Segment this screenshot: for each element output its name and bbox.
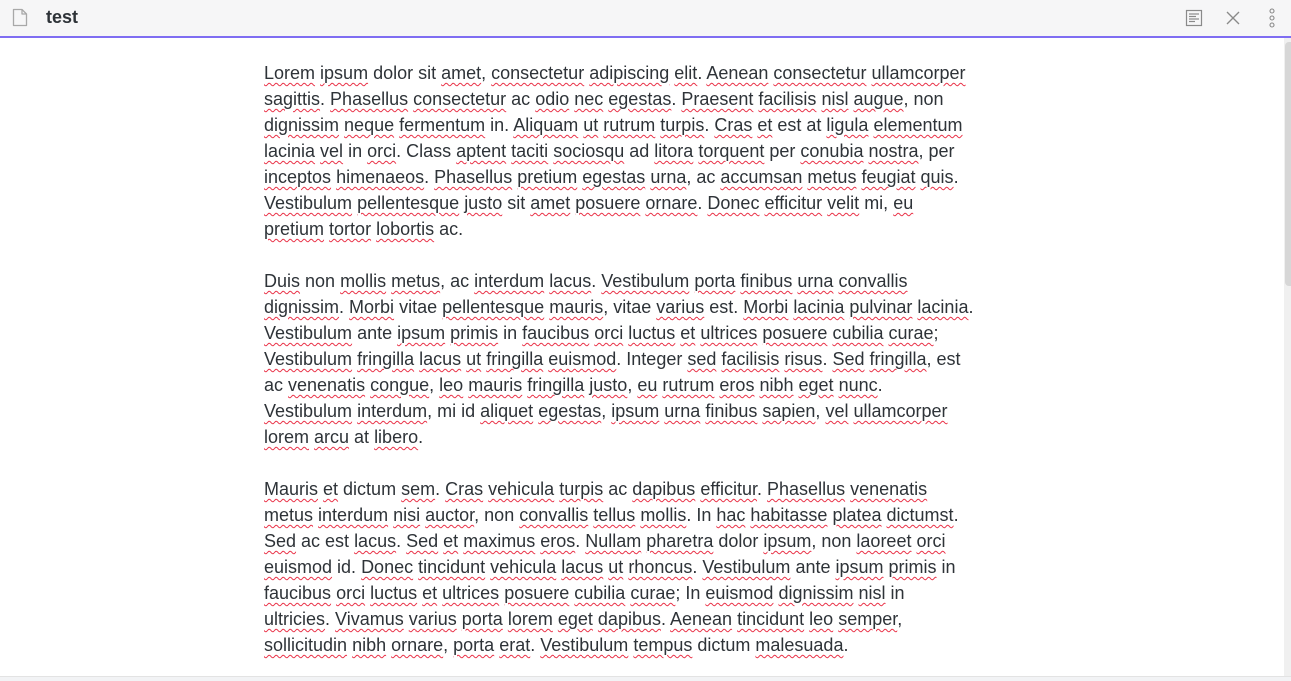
misspelled-word[interactable]: Donec (707, 193, 760, 213)
misspelled-word[interactable]: amet (441, 63, 482, 83)
view-actions (1174, 0, 1291, 36)
misspelled-word[interactable]: et (680, 323, 696, 343)
misspelled-word[interactable]: risus (784, 349, 823, 369)
misspelled-word[interactable]: nostra (868, 141, 919, 161)
text-line: sagittis. Phasellus consectetur ac odio nec egestas. Praesent facilisis nisl augue, non (264, 89, 944, 109)
misspelled-word[interactable]: Vivamus (335, 609, 404, 629)
misspelled-word[interactable]: convallis (838, 271, 908, 291)
misspelled-word[interactable]: congue (370, 375, 430, 395)
misspelled-word[interactable]: maximus (463, 531, 536, 551)
misspelled-word[interactable]: Sed (832, 349, 865, 369)
misspelled-word[interactable]: efficitur (764, 193, 823, 213)
text-line: inceptos himenaeos. Phasellus pretium egestas urna, ac accumsan metus feugiat quis. (264, 167, 959, 187)
misspelled-word[interactable]: cubilia (574, 583, 626, 603)
misspelled-word[interactable]: habitasse (750, 505, 828, 525)
misspelled-word[interactable]: nisl (821, 89, 849, 109)
misspelled-word[interactable]: orci (594, 323, 624, 343)
misspelled-word[interactable]: adipiscing (589, 63, 670, 83)
misspelled-word[interactable]: finibus (740, 271, 793, 291)
misspelled-word[interactable]: tincidunt (737, 609, 805, 629)
misspelled-word[interactable]: metus (807, 167, 857, 187)
misspelled-word[interactable]: et (443, 531, 459, 551)
misspelled-word[interactable]: eget (557, 609, 593, 629)
misspelled-word[interactable]: Vestibulum (264, 401, 353, 421)
misspelled-word[interactable]: velit (827, 193, 860, 213)
misspelled-word[interactable]: fringilla (869, 349, 927, 369)
text-line: Vestibulum pellentesque justo sit amet posuere ornare. Donec efficitur velit mi, eu (264, 193, 914, 213)
misspelled-word[interactable]: lobortis (376, 219, 435, 239)
misspelled-word[interactable]: Vestibulum (601, 271, 690, 291)
misspelled-word[interactable]: faucibus (522, 323, 590, 343)
text-line: Vestibulum interdum, mi id aliquet egestas, ipsum urna finibus sapien, vel ullamcorper (264, 401, 948, 421)
misspelled-word[interactable]: eu (637, 375, 658, 395)
misspelled-word[interactable]: efficitur (700, 479, 758, 499)
misspelled-word[interactable]: faucibus (264, 583, 332, 603)
markdown-editor[interactable] (264, 60, 1024, 676)
misspelled-word[interactable]: accumsan (720, 167, 803, 187)
misspelled-word[interactable]: finibus (705, 401, 758, 421)
misspelled-word[interactable]: fringilla (357, 349, 415, 369)
misspelled-word[interactable]: convallis (519, 505, 589, 525)
misspelled-word[interactable]: laoreet (856, 531, 912, 551)
misspelled-word[interactable]: nec (574, 89, 604, 109)
misspelled-word[interactable]: Cras (445, 479, 484, 499)
misspelled-word[interactable]: nisl (858, 583, 886, 603)
misspelled-word[interactable]: sapien (762, 401, 816, 421)
misspelled-word[interactable]: luctus (628, 323, 676, 343)
misspelled-word[interactable]: aptent (456, 141, 507, 161)
misspelled-word[interactable]: turpis (660, 115, 705, 135)
text-line: Vestibulum fringilla lacus ut fringilla euismod. Integer sed facilisis risus. Sed fringilla, est (264, 349, 961, 369)
text-line: ultricies. Vivamus varius porta lorem eget dapibus. Aenean tincidunt leo semper, (264, 609, 903, 629)
misspelled-word[interactable]: consectetur (773, 63, 867, 83)
misspelled-word[interactable]: porta (453, 635, 495, 655)
misspelled-word[interactable]: sem (401, 479, 436, 499)
misspelled-word[interactable]: varius (408, 609, 457, 629)
misspelled-word[interactable]: elit (674, 63, 698, 83)
misspelled-word[interactable]: metus (391, 271, 441, 291)
misspelled-word[interactable]: hac (716, 505, 746, 525)
misspelled-word[interactable]: euismod (705, 583, 774, 603)
misspelled-word[interactable]: posuere (762, 323, 828, 343)
misspelled-word[interactable]: urna (664, 401, 701, 421)
misspelled-word[interactable]: sed (687, 349, 717, 369)
text-line: Lorem ipsum dolor sit amet, consectetur adipiscing elit. Aenean consectetur ullamcorper (264, 63, 966, 83)
misspelled-word[interactable]: mauris (468, 375, 523, 395)
misspelled-word[interactable]: semper (838, 609, 898, 629)
text-line: Mauris et dictum sem. Cras vehicula turpis ac dapibus efficitur. Phasellus venenatis (264, 479, 928, 499)
misspelled-word[interactable]: interdum (357, 401, 428, 421)
misspelled-word[interactable]: inceptos (264, 167, 332, 187)
misspelled-word[interactable]: mollis (640, 505, 687, 525)
misspelled-word[interactable]: lacinia (264, 141, 316, 161)
misspelled-word[interactable]: erat (499, 635, 531, 655)
misspelled-word[interactable]: nibh (759, 375, 794, 395)
misspelled-word[interactable]: Vestibulum (264, 349, 353, 369)
misspelled-word[interactable]: Donec (361, 557, 414, 577)
misspelled-word[interactable]: orci (336, 583, 366, 603)
misspelled-word[interactable]: odio (535, 89, 570, 109)
misspelled-word[interactable]: sollicitudin (264, 635, 348, 655)
misspelled-word[interactable]: lacus (419, 349, 462, 369)
misspelled-word[interactable]: orci (367, 141, 397, 161)
misspelled-word[interactable]: sociosqu (553, 141, 625, 161)
misspelled-word[interactable]: consectetur (413, 89, 507, 109)
misspelled-word[interactable]: pretium (264, 219, 325, 239)
text-line: ac venenatis congue, leo mauris fringilla justo, eu rutrum eros nibh eget nunc. (264, 375, 883, 395)
document-icon (12, 8, 28, 27)
misspelled-word[interactable]: tortor (329, 219, 372, 239)
misspelled-word[interactable]: Nullam (585, 531, 642, 551)
misspelled-word[interactable]: mauris (549, 297, 604, 317)
misspelled-word[interactable]: nibh (352, 635, 387, 655)
misspelled-word[interactable]: pellentesque (357, 193, 460, 213)
misspelled-word[interactable]: elementum (873, 115, 963, 135)
misspelled-word[interactable]: lacus (561, 557, 604, 577)
misspelled-word[interactable]: consectetur (491, 63, 585, 83)
text-line: pretium tortor lobortis ac. (264, 219, 464, 239)
misspelled-word[interactable]: ullamcorper (853, 401, 948, 421)
misspelled-word[interactable]: amet (530, 193, 571, 213)
misspelled-word[interactable]: auctor (425, 505, 475, 525)
misspelled-word[interactable]: et (323, 479, 339, 499)
misspelled-word[interactable]: vel (320, 141, 344, 161)
more-options-button[interactable] (1252, 0, 1291, 36)
misspelled-word[interactable]: euismod (548, 349, 617, 369)
misspelled-word[interactable]: pretium (517, 167, 578, 187)
misspelled-word[interactable]: nunc (838, 375, 878, 395)
misspelled-word[interactable]: Sed (264, 531, 297, 551)
misspelled-word[interactable]: quis (920, 167, 954, 187)
misspelled-word[interactable]: Vestibulum (264, 323, 353, 343)
misspelled-word[interactable]: ipsum (320, 63, 369, 83)
misspelled-word[interactable]: dictumst (886, 505, 954, 525)
misspelled-word[interactable]: dapibus (632, 479, 696, 499)
misspelled-word[interactable]: Phasellus (767, 479, 846, 499)
misspelled-word[interactable]: eget (798, 375, 834, 395)
misspelled-word[interactable]: ipsum (397, 323, 446, 343)
misspelled-word[interactable]: varius (656, 297, 705, 317)
misspelled-word[interactable]: lacus (354, 531, 397, 551)
misspelled-word[interactable]: venenatis (288, 375, 366, 395)
misspelled-word[interactable]: euismod (264, 557, 333, 577)
misspelled-word[interactable]: lacus (549, 271, 592, 291)
misspelled-word[interactable]: ornare (391, 635, 444, 655)
misspelled-word[interactable]: pulvinar (849, 297, 913, 317)
misspelled-word[interactable]: Vestibulum (540, 635, 629, 655)
misspelled-word[interactable]: lacinia (793, 297, 845, 317)
misspelled-word[interactable]: ipsum (835, 557, 884, 577)
misspelled-word[interactable]: feugiat (861, 167, 916, 187)
text-line: metus interdum nisi auctor, non convallis tellus mollis. In hac habitasse platea dictumst. (264, 505, 959, 525)
misspelled-word[interactable]: vel (825, 401, 849, 421)
misspelled-word[interactable]: interdum (318, 505, 389, 525)
misspelled-word[interactable]: ut (608, 557, 624, 577)
misspelled-word[interactable]: fermentum (399, 115, 486, 135)
misspelled-word[interactable]: porta (461, 609, 503, 629)
misspelled-word[interactable]: posuere (504, 583, 570, 603)
misspelled-word[interactable]: facilisis (721, 349, 780, 369)
misspelled-word[interactable]: Vestibulum (264, 193, 353, 213)
misspelled-word[interactable]: vehicula (490, 557, 557, 577)
misspelled-word[interactable]: ipsum (611, 401, 660, 421)
misspelled-word[interactable]: pellentesque (442, 297, 545, 317)
misspelled-word[interactable]: lorem (507, 609, 553, 629)
close-icon (1225, 10, 1241, 26)
paragraph[interactable] (264, 60, 1024, 242)
misspelled-word[interactable]: lacinia (917, 297, 969, 317)
misspelled-word[interactable]: Duis (264, 271, 301, 291)
misspelled-word[interactable]: Vestibulum (702, 557, 791, 577)
misspelled-word[interactable]: ut (583, 115, 599, 135)
paragraph[interactable] (264, 476, 1024, 658)
text-line: dignissim neque fermentum in. Aliquam ut rutrum turpis. Cras et est at ligula elementum (264, 115, 963, 135)
close-button[interactable] (1213, 0, 1252, 36)
misspelled-word[interactable]: Mauris (264, 479, 319, 499)
misspelled-word[interactable]: ultricies (264, 609, 326, 629)
misspelled-word[interactable]: Cras (714, 115, 753, 135)
text-line: Duis non mollis metus, ac interdum lacus. Vestibulum porta finibus urna convallis (264, 271, 908, 291)
misspelled-word[interactable]: leo (809, 609, 834, 629)
misspelled-word[interactable]: Lorem (264, 63, 316, 83)
misspelled-word[interactable]: luctus (370, 583, 418, 603)
misspelled-word[interactable]: eros (540, 531, 576, 551)
misspelled-word[interactable]: eros (719, 375, 755, 395)
misspelled-word[interactable]: urna (650, 167, 687, 187)
misspelled-word[interactable]: pharetra (646, 531, 714, 551)
misspelled-word[interactable]: dignissim (264, 115, 340, 135)
misspelled-word[interactable]: augue (853, 89, 904, 109)
misspelled-word[interactable]: venenatis (850, 479, 928, 499)
text-line: euismod id. Donec tincidunt vehicula lacus ut rhoncus. Vestibulum ante ipsum primis in (264, 557, 956, 577)
misspelled-word[interactable]: primis (450, 323, 499, 343)
misspelled-word[interactable]: Praesent (681, 89, 754, 109)
misspelled-word[interactable]: arcu (314, 427, 350, 447)
misspelled-word[interactable]: turpis (559, 479, 604, 499)
misspelled-word[interactable]: urna (797, 271, 834, 291)
misspelled-word[interactable]: leo (439, 375, 464, 395)
misspelled-word[interactable]: interdum (474, 271, 545, 291)
text-line: faucibus orci luctus et ultrices posuere cubilia curae; In euismod dignissim nisl in (264, 583, 905, 603)
misspelled-word[interactable]: lorem (264, 427, 310, 447)
misspelled-word[interactable]: porta (694, 271, 736, 291)
text-line: Vestibulum ante ipsum primis in faucibus orci luctus et ultrices posuere cubilia curae; (264, 323, 939, 343)
misspelled-word[interactable]: Morbi (743, 297, 789, 317)
misspelled-word[interactable]: primis (888, 557, 937, 577)
misspelled-word[interactable]: rutrum (603, 115, 656, 135)
misspelled-word[interactable]: dignissim (778, 583, 854, 603)
text-line: lorem arcu at libero. (264, 427, 424, 447)
misspelled-word[interactable]: curae (630, 583, 676, 603)
reading-view-button[interactable] (1174, 0, 1213, 36)
misspelled-word[interactable]: mollis (340, 271, 387, 291)
misspelled-word[interactable]: neque (344, 115, 395, 135)
misspelled-word[interactable]: justo (589, 375, 628, 395)
misspelled-word[interactable]: Phasellus (434, 167, 513, 187)
text-line: dignissim. Morbi vitae pellentesque mauris, vitae varius est. Morbi lacinia pulvinar lacinia. (264, 297, 974, 317)
misspelled-word[interactable]: platea (832, 505, 882, 525)
view-header (0, 0, 1291, 38)
misspelled-word[interactable]: nisi (393, 505, 421, 525)
misspelled-word[interactable]: posuere (575, 193, 641, 213)
misspelled-word[interactable]: tincidunt (418, 557, 486, 577)
misspelled-word[interactable]: himenaeos (336, 167, 425, 187)
misspelled-word[interactable]: ut (466, 349, 482, 369)
view-title[interactable]: test (46, 7, 79, 27)
misspelled-word[interactable]: facilisis (758, 89, 817, 109)
misspelled-word[interactable]: taciti (511, 141, 549, 161)
text-line: sollicitudin nibh ornare, porta erat. Vestibulum tempus dictum malesuada. (264, 635, 849, 655)
misspelled-word[interactable]: ligula (826, 115, 869, 135)
misspelled-word[interactable]: Phasellus (330, 89, 409, 109)
paragraph[interactable] (264, 268, 1024, 450)
misspelled-word[interactable]: curae (888, 323, 934, 343)
misspelled-word[interactable]: ipsum (763, 531, 812, 551)
misspelled-word[interactable]: malesuada (755, 635, 844, 655)
misspelled-word[interactable]: orci (916, 531, 946, 551)
book-open-lines-icon (1185, 9, 1203, 27)
misspelled-word[interactable]: ornare (645, 193, 698, 213)
scrollbar-thumb[interactable] (1285, 42, 1291, 286)
misspelled-word[interactable]: fringilla (486, 349, 544, 369)
misspelled-word[interactable]: ullamcorper (871, 63, 966, 83)
misspelled-word[interactable]: dapibus (597, 609, 661, 629)
misspelled-word[interactable]: egestas (608, 89, 672, 109)
misspelled-word[interactable]: litora (654, 141, 694, 161)
misspelled-word[interactable]: Sed (406, 531, 439, 551)
misspelled-word[interactable]: torquent (698, 141, 765, 161)
misspelled-word[interactable]: conubia (800, 141, 864, 161)
vertical-dots-icon (1268, 8, 1276, 28)
misspelled-word[interactable]: tellus (593, 505, 636, 525)
misspelled-word[interactable]: tempus (633, 635, 693, 655)
misspelled-word[interactable]: egestas (582, 167, 646, 187)
misspelled-word[interactable]: rhoncus (628, 557, 693, 577)
misspelled-word[interactable]: Aenean (706, 63, 769, 83)
text-line: lacinia vel in orci. Class aptent taciti sociosqu ad litora torquent per conubia nostra, per (264, 141, 955, 161)
misspelled-word[interactable]: metus (264, 505, 314, 525)
misspelled-word[interactable]: dignissim (264, 297, 340, 317)
misspelled-word[interactable]: Aliquam (513, 115, 579, 135)
misspelled-word[interactable]: eu (893, 193, 914, 213)
misspelled-word[interactable]: cubilia (832, 323, 884, 343)
misspelled-word[interactable]: fringilla (527, 375, 585, 395)
misspelled-word[interactable]: aliquet (480, 401, 534, 421)
text-line: Sed ac est lacus. Sed et maximus eros. Nullam pharetra dolor ipsum, non laoreet orci (264, 531, 946, 551)
status-bar (0, 676, 1291, 681)
misspelled-word[interactable]: egestas (538, 401, 602, 421)
misspelled-word[interactable]: et (757, 115, 773, 135)
misspelled-word[interactable]: rutrum (662, 375, 715, 395)
misspelled-word[interactable]: vehicula (488, 479, 555, 499)
misspelled-word[interactable]: justo (464, 193, 503, 213)
misspelled-word[interactable]: Aenean (670, 609, 733, 629)
editor-pane[interactable] (0, 38, 1285, 676)
misspelled-word[interactable]: libero (374, 427, 419, 447)
misspelled-word[interactable]: ultrices (442, 583, 500, 603)
misspelled-word[interactable]: sagittis (264, 89, 321, 109)
misspelled-word[interactable]: Morbi (349, 297, 395, 317)
misspelled-word[interactable]: ultrices (700, 323, 758, 343)
misspelled-word[interactable]: et (422, 583, 438, 603)
